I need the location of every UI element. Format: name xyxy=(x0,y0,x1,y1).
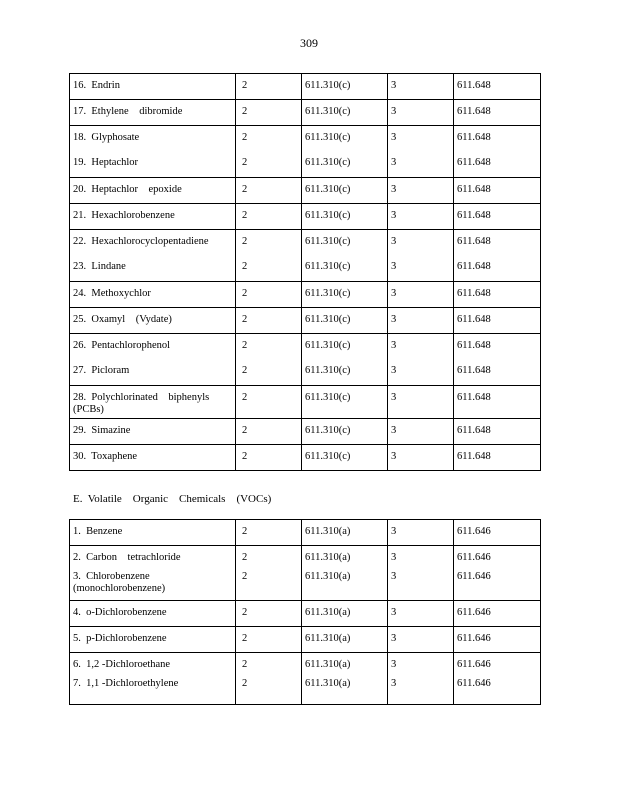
section-cell: 611.310(c) xyxy=(302,100,388,126)
table-row xyxy=(70,74,541,100)
table-row xyxy=(70,100,541,126)
mcl-cell: 2 xyxy=(236,74,302,100)
mcl-cell: 2 xyxy=(236,147,302,178)
section-cell: 611.310(c) xyxy=(302,282,388,308)
section-cell: 611.310(c) xyxy=(302,178,388,204)
chemical-name-cell: 6. 1,2 -Dichloroethane xyxy=(70,653,236,674)
chemical-name-cell: 19. Heptachlor xyxy=(70,147,236,178)
reference-cell: 611.646 xyxy=(454,627,541,653)
reference-cell: 611.648 xyxy=(454,74,541,100)
table-row xyxy=(70,282,541,308)
section-e-heading: E. Volatile Organic Chemicals (VOCs) xyxy=(73,493,272,505)
mcl-cell: 2 xyxy=(236,308,302,334)
chemical-name-cell: 25. Oxamyl (Vydate) xyxy=(70,308,236,334)
chemical-name-cell: 18. Glyphosate xyxy=(70,126,236,147)
mcl-cell: 2 xyxy=(236,674,302,705)
table-row xyxy=(70,308,541,334)
section-cell: 611.310(c) xyxy=(302,355,388,386)
reference-cell: 611.648 xyxy=(454,419,541,445)
value-cell: 3 xyxy=(388,546,454,567)
mcl-cell: 2 xyxy=(236,601,302,627)
section-cell: 611.310(a) xyxy=(302,520,388,546)
section-cell: 611.310(c) xyxy=(302,147,388,178)
section-cell: 611.310(c) xyxy=(302,126,388,147)
table-row xyxy=(70,334,541,355)
value-cell: 3 xyxy=(388,627,454,653)
value-cell: 3 xyxy=(388,126,454,147)
value-cell: 3 xyxy=(388,653,454,674)
section-cell: 611.310(c) xyxy=(302,74,388,100)
reference-cell: 611.648 xyxy=(454,386,541,419)
reference-cell: 611.648 xyxy=(454,308,541,334)
section-cell: 611.310(a) xyxy=(302,627,388,653)
mcl-cell: 2 xyxy=(236,204,302,230)
value-cell: 3 xyxy=(388,601,454,627)
section-cell: 611.310(c) xyxy=(302,308,388,334)
section-cell: 611.310(a) xyxy=(302,653,388,674)
reference-cell: 611.648 xyxy=(454,147,541,178)
value-cell: 3 xyxy=(388,74,454,100)
chemical-name-cell: 2. Carbon tetrachloride xyxy=(70,546,236,567)
reference-cell: 611.648 xyxy=(454,126,541,147)
value-cell: 3 xyxy=(388,520,454,546)
section-cell: 611.310(a) xyxy=(302,601,388,627)
mcl-cell: 2 xyxy=(236,419,302,445)
page-number: 309 xyxy=(300,36,318,50)
chemical-name-cell: 30. Toxaphene xyxy=(70,445,236,471)
reference-cell: 611.646 xyxy=(454,520,541,546)
mcl-cell: 2 xyxy=(236,251,302,282)
value-cell: 3 xyxy=(388,386,454,419)
section-cell: 611.310(c) xyxy=(302,204,388,230)
value-cell: 3 xyxy=(388,282,454,308)
reference-cell: 611.646 xyxy=(454,653,541,674)
chemical-name-cell: 7. 1,1 -Dichloroethylene xyxy=(70,674,236,705)
mcl-cell: 2 xyxy=(236,627,302,653)
chemical-name-cell: 24. Methoxychlor xyxy=(70,282,236,308)
chemical-name-cell: 20. Heptachlor epoxide xyxy=(70,178,236,204)
mcl-cell: 2 xyxy=(236,126,302,147)
section-cell: 611.310(c) xyxy=(302,230,388,251)
reference-cell: 611.648 xyxy=(454,445,541,471)
chemical-name-cell: 5. p-Dichlorobenzene xyxy=(70,627,236,653)
mcl-cell: 2 xyxy=(236,653,302,674)
voc-table xyxy=(69,519,541,705)
mcl-cell: 2 xyxy=(236,386,302,419)
table-row xyxy=(70,546,541,567)
chemical-name-cell: 17. Ethylene dibromide xyxy=(70,100,236,126)
chemical-name-cell: 16. Endrin xyxy=(70,74,236,100)
value-cell: 3 xyxy=(388,445,454,471)
section-cell: 611.310(c) xyxy=(302,251,388,282)
value-cell: 3 xyxy=(388,147,454,178)
section-cell: 611.310(a) xyxy=(302,567,388,601)
mcl-cell: 2 xyxy=(236,445,302,471)
mcl-cell: 2 xyxy=(236,355,302,386)
chemical-name-cell: 22. Hexachlorocyclopentadiene xyxy=(70,230,236,251)
chemical-name-cell: 28. Polychlorinated biphenyls (PCBs) xyxy=(70,386,236,419)
table-row xyxy=(70,520,541,546)
reference-cell: 611.648 xyxy=(454,282,541,308)
section-cell: 611.310(c) xyxy=(302,445,388,471)
table-row xyxy=(70,674,541,705)
reference-cell: 611.648 xyxy=(454,355,541,386)
mcl-cell: 2 xyxy=(236,100,302,126)
value-cell: 3 xyxy=(388,308,454,334)
table-row xyxy=(70,230,541,251)
value-cell: 3 xyxy=(388,567,454,601)
chemical-name-cell: 3. Chlorobenzene (monochlorobenzene) xyxy=(70,567,236,601)
reference-cell: 611.648 xyxy=(454,204,541,230)
mcl-cell: 2 xyxy=(236,282,302,308)
table-row xyxy=(70,178,541,204)
reference-cell: 611.648 xyxy=(454,100,541,126)
reference-cell: 611.648 xyxy=(454,251,541,282)
table-row xyxy=(70,601,541,627)
table-row xyxy=(70,126,541,147)
chemical-name-cell: 26. Pentachlorophenol xyxy=(70,334,236,355)
chemical-name-cell: 1. Benzene xyxy=(70,520,236,546)
value-cell: 3 xyxy=(388,230,454,251)
chemical-name-cell: 27. Picloram xyxy=(70,355,236,386)
table-row xyxy=(70,627,541,653)
section-cell: 611.310(c) xyxy=(302,386,388,419)
chemical-name-cell: 21. Hexachlorobenzene xyxy=(70,204,236,230)
value-cell: 3 xyxy=(388,204,454,230)
table-row xyxy=(70,204,541,230)
chemical-name-cell: 4. o-Dichlorobenzene xyxy=(70,601,236,627)
chemical-name-cell: 23. Lindane xyxy=(70,251,236,282)
organic-chemicals-table xyxy=(69,73,541,471)
value-cell: 3 xyxy=(388,419,454,445)
section-cell: 611.310(a) xyxy=(302,546,388,567)
chemical-name-cell: 29. Simazine xyxy=(70,419,236,445)
mcl-cell: 2 xyxy=(236,334,302,355)
table-row xyxy=(70,445,541,471)
value-cell: 3 xyxy=(388,334,454,355)
section-cell: 611.310(c) xyxy=(302,419,388,445)
reference-cell: 611.648 xyxy=(454,230,541,251)
table-row xyxy=(70,355,541,386)
mcl-cell: 2 xyxy=(236,567,302,601)
reference-cell: 611.646 xyxy=(454,674,541,705)
value-cell: 3 xyxy=(388,674,454,705)
section-cell: 611.310(a) xyxy=(302,674,388,705)
mcl-cell: 2 xyxy=(236,546,302,567)
value-cell: 3 xyxy=(388,178,454,204)
mcl-cell: 2 xyxy=(236,178,302,204)
reference-cell: 611.648 xyxy=(454,334,541,355)
table-row xyxy=(70,386,541,419)
value-cell: 3 xyxy=(388,100,454,126)
reference-cell: 611.646 xyxy=(454,601,541,627)
table-row xyxy=(70,419,541,445)
table-row xyxy=(70,147,541,178)
value-cell: 3 xyxy=(388,355,454,386)
mcl-cell: 2 xyxy=(236,230,302,251)
reference-cell: 611.646 xyxy=(454,546,541,567)
table-row xyxy=(70,251,541,282)
table-row xyxy=(70,567,541,601)
reference-cell: 611.646 xyxy=(454,567,541,601)
reference-cell: 611.648 xyxy=(454,178,541,204)
table-row xyxy=(70,653,541,674)
value-cell: 3 xyxy=(388,251,454,282)
section-cell: 611.310(c) xyxy=(302,334,388,355)
mcl-cell: 2 xyxy=(236,520,302,546)
